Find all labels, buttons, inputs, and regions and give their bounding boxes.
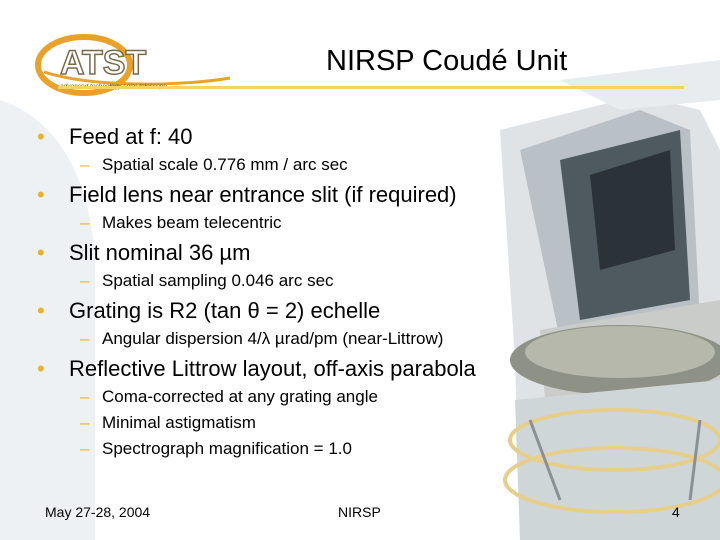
sub-bullet-text: Makes beam telecentric [102,213,282,232]
sub-bullet-item [80,329,443,349]
sub-bullet-item [80,155,348,175]
bullet-text: Reflective Littrow layout, off-axis parabola [69,356,476,381]
footer-date: May 27-28, 2004 [45,504,151,520]
sub-bullet-item [80,271,334,291]
sub-bullet-text: Spectrograph magnification = 1.0 [102,439,352,458]
bullet-text: Feed at f: 40 [69,124,193,149]
sub-bullet-dash-icon: – [80,271,90,290]
sub-bullet-dash-icon: – [80,329,90,348]
sub-bullet-dash-icon: – [80,439,90,458]
bullet-dot-icon: • [37,124,45,149]
bullet-text: Slit nominal 36 µm [69,240,251,265]
sub-bullet-text: Minimal astigmatism [102,413,256,432]
sub-bullet-dash-icon: – [80,387,90,406]
bullet-item [37,182,457,208]
logo-text: ATST [60,44,147,82]
slide-title: NIRSP Coudé Unit [326,45,568,77]
sub-bullet-text: Spatial sampling 0.046 arc sec [102,271,334,290]
sub-bullet-dash-icon: – [80,155,90,174]
sub-bullet-item [80,387,378,407]
sub-bullet-text: Coma-corrected at any grating angle [102,387,378,406]
footer-center: NIRSP [338,504,381,520]
bullet-dot-icon: • [37,240,45,265]
bullet-dot-icon: • [37,182,45,207]
sub-bullet-dash-icon: – [80,413,90,432]
sub-bullet-text: Angular dispersion 4/λ µrad/pm (near-Littrow) [102,329,444,348]
bullet-dot-icon: • [37,356,45,381]
bullet-text: Grating is R2 (tan θ = 2) echelle [69,298,381,323]
sub-bullet-item [80,213,282,233]
sub-bullet-item [80,439,352,459]
sub-bullet-item [80,413,256,433]
bullet-item [37,124,193,150]
sub-bullet-dash-icon: – [80,213,90,232]
footer-page-number: 4 [672,504,680,520]
bullet-item [37,298,380,324]
bullet-item [37,356,476,382]
bullet-dot-icon: • [37,298,45,323]
bullet-item [37,240,250,266]
bullet-text: Field lens near entrance slit (if required) [69,182,457,207]
sub-bullet-text: Spatial scale 0.776 mm / arc sec [102,155,348,174]
